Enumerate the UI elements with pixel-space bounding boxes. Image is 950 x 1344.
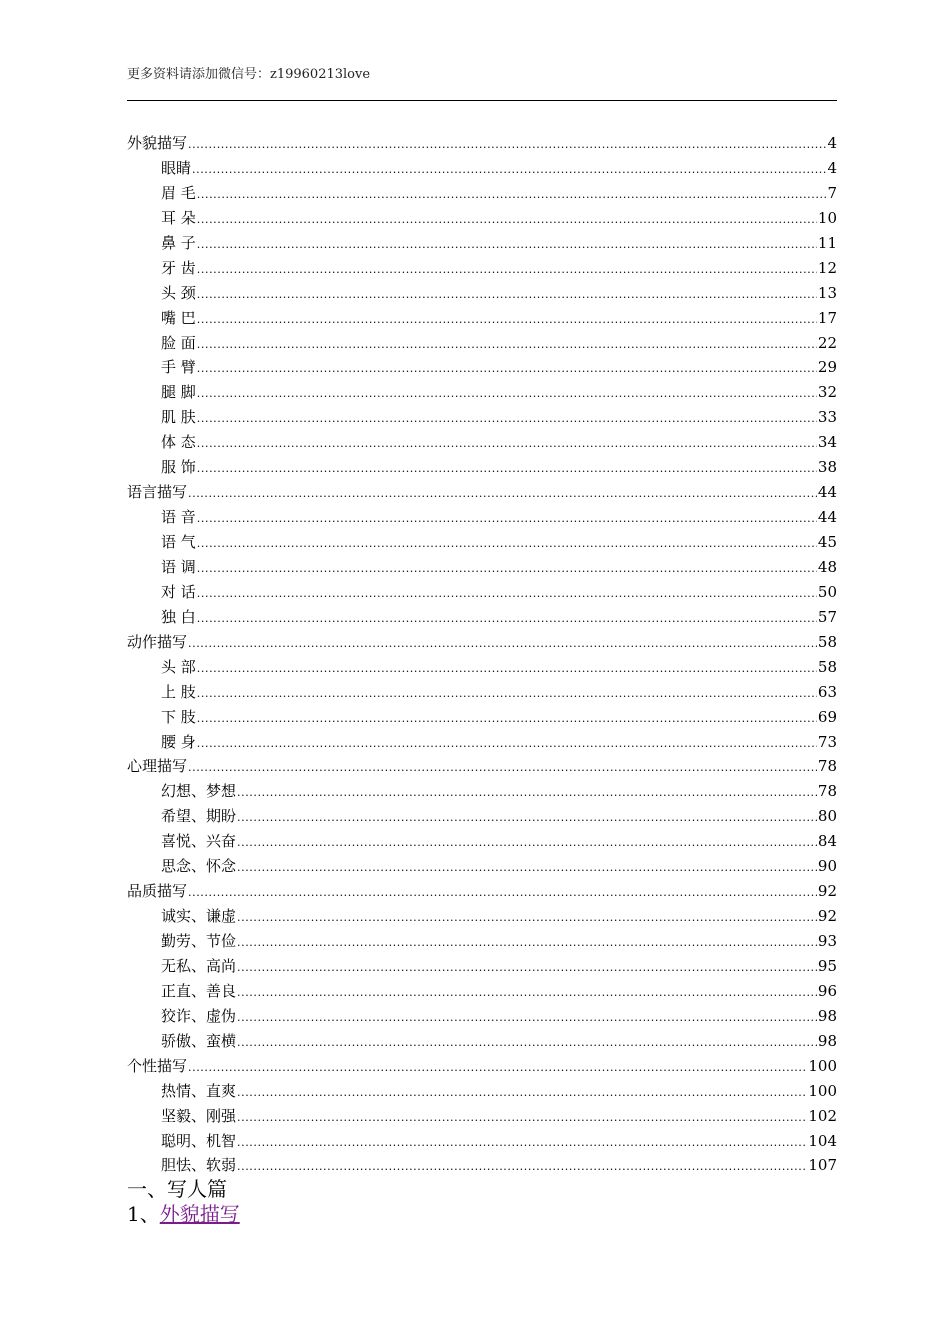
toc-entry-page: 57 bbox=[817, 607, 837, 626]
toc-entry-page: 92 bbox=[817, 907, 837, 926]
toc-entry-page: 90 bbox=[817, 857, 837, 876]
toc-dot-leader bbox=[197, 208, 817, 233]
toc-dot-leader bbox=[197, 258, 817, 283]
toc-dot-leader bbox=[188, 756, 817, 781]
toc-entry[interactable] bbox=[127, 505, 837, 530]
toc-entry-label: 眼睛 bbox=[161, 158, 192, 177]
toc-entry-page: 80 bbox=[817, 807, 837, 826]
toc-entry-page: 33 bbox=[817, 408, 837, 427]
toc-entry-label: 语 气 bbox=[161, 533, 196, 551]
toc-entry-label: 语 音 bbox=[161, 508, 196, 527]
toc-entry[interactable] bbox=[127, 1029, 837, 1054]
toc-entry[interactable] bbox=[127, 1104, 837, 1129]
toc-entry-page: 58 bbox=[817, 657, 837, 676]
toc-dot-leader bbox=[237, 1131, 807, 1156]
toc-entry[interactable] bbox=[127, 181, 837, 206]
toc-entry-label: 心理描写 bbox=[127, 757, 188, 776]
toc-entry-page: 32 bbox=[817, 383, 837, 402]
toc-entry[interactable] bbox=[127, 530, 837, 555]
toc-entry[interactable] bbox=[127, 605, 837, 630]
subsection-link[interactable]: 外貌描写 bbox=[159, 1202, 240, 1226]
section-heading: 一、写人篇 bbox=[127, 1177, 227, 1201]
toc-entry-page: 100 bbox=[808, 1056, 837, 1075]
toc-dot-leader bbox=[197, 607, 817, 632]
header-divider bbox=[127, 100, 837, 101]
toc-dot-leader bbox=[237, 1081, 807, 1106]
toc-dot-leader bbox=[237, 906, 817, 931]
toc-entry-page: 100 bbox=[808, 1081, 837, 1100]
toc-entry[interactable] bbox=[127, 655, 837, 680]
toc-entry-page: 78 bbox=[817, 757, 837, 776]
toc-entry-page: 4 bbox=[827, 158, 837, 177]
toc-dot-leader bbox=[188, 1056, 807, 1081]
toc-entry-page: 98 bbox=[817, 1031, 837, 1050]
toc-entry-label: 喜悦、兴奋 bbox=[161, 832, 237, 851]
toc-entry[interactable] bbox=[127, 754, 837, 779]
toc-entry[interactable] bbox=[127, 281, 837, 306]
toc-entry-page: 17 bbox=[817, 308, 837, 327]
toc-entry-label: 独 白 bbox=[161, 607, 196, 626]
toc-dot-leader bbox=[197, 457, 817, 482]
toc-entry-page: 107 bbox=[808, 1156, 837, 1175]
toc-entry-label: 牙 齿 bbox=[161, 258, 196, 277]
toc-entry-label: 头 颈 bbox=[161, 283, 196, 302]
toc-entry-label: 外貌描写 bbox=[127, 134, 188, 152]
toc-entry[interactable] bbox=[127, 331, 837, 356]
toc-entry-label: 耳 朵 bbox=[161, 208, 196, 227]
toc-entry[interactable] bbox=[127, 455, 837, 480]
toc-entry[interactable] bbox=[127, 879, 837, 904]
toc-entry-page: 58 bbox=[817, 632, 837, 651]
toc-entry-label: 肌 肤 bbox=[161, 408, 196, 427]
toc-entry[interactable] bbox=[127, 1054, 837, 1079]
toc-dot-leader bbox=[237, 831, 817, 856]
toc-entry-label: 语 调 bbox=[161, 557, 196, 576]
toc-entry-page: 38 bbox=[817, 458, 837, 477]
toc-entry[interactable] bbox=[127, 1079, 837, 1104]
toc-entry-label: 诚实、谦虚 bbox=[161, 907, 237, 926]
toc-entry-page: 78 bbox=[817, 782, 837, 801]
toc-entry-label: 无私、高尚 bbox=[161, 956, 237, 975]
toc-entry-page: 98 bbox=[817, 1006, 837, 1025]
toc-entry-page: 92 bbox=[817, 882, 837, 901]
toc-dot-leader bbox=[237, 806, 817, 831]
toc-entry-page: 29 bbox=[817, 358, 837, 377]
toc-entry-label: 下 肢 bbox=[161, 707, 196, 726]
table-of-contents bbox=[127, 131, 837, 1178]
toc-entry[interactable] bbox=[127, 1004, 837, 1029]
toc-dot-leader bbox=[237, 1106, 807, 1131]
toc-entry-label: 脸 面 bbox=[161, 333, 196, 352]
toc-entry-label: 眉 毛 bbox=[161, 183, 196, 202]
toc-dot-leader bbox=[188, 881, 817, 906]
toc-entry[interactable] bbox=[127, 231, 837, 256]
toc-entry[interactable] bbox=[127, 306, 837, 331]
toc-entry[interactable] bbox=[127, 929, 837, 954]
toc-entry[interactable] bbox=[127, 904, 837, 929]
toc-entry-page: 63 bbox=[817, 682, 837, 701]
toc-entry-label: 手 臂 bbox=[161, 358, 196, 377]
subsection-number: 1、 bbox=[127, 1202, 160, 1226]
toc-dot-leader bbox=[237, 781, 817, 806]
toc-dot-leader bbox=[197, 333, 817, 358]
toc-dot-leader bbox=[197, 682, 817, 707]
toc-entry-label: 坚毅、刚强 bbox=[161, 1106, 237, 1125]
toc-entry[interactable] bbox=[127, 206, 837, 231]
toc-entry[interactable] bbox=[127, 829, 837, 854]
toc-entry-label: 鼻 子 bbox=[161, 233, 196, 252]
toc-entry-label: 幻想、梦想 bbox=[161, 782, 237, 801]
toc-dot-leader bbox=[237, 1155, 807, 1180]
toc-entry-page: 50 bbox=[817, 582, 837, 601]
toc-entry[interactable] bbox=[127, 705, 837, 730]
toc-dot-leader bbox=[197, 183, 827, 208]
toc-entry[interactable] bbox=[127, 804, 837, 829]
toc-entry-label: 希望、期盼 bbox=[161, 807, 237, 826]
toc-entry-label: 体 态 bbox=[161, 433, 196, 452]
toc-entry[interactable] bbox=[127, 380, 837, 405]
toc-entry[interactable] bbox=[127, 979, 837, 1004]
subsection-heading bbox=[127, 1200, 240, 1228]
toc-entry-page: 22 bbox=[817, 333, 837, 352]
toc-dot-leader bbox=[197, 233, 817, 258]
toc-entry-label: 动作描写 bbox=[127, 632, 188, 651]
toc-dot-leader bbox=[197, 357, 817, 382]
toc-entry-page: 69 bbox=[817, 707, 837, 726]
toc-dot-leader bbox=[197, 707, 817, 732]
toc-entry-page: 48 bbox=[817, 557, 837, 576]
toc-entry-page: 84 bbox=[817, 832, 837, 851]
toc-entry-label: 狡诈、虚伪 bbox=[161, 1006, 237, 1025]
toc-entry-label: 正直、善良 bbox=[161, 981, 237, 1000]
toc-entry-label: 骄傲、蛮横 bbox=[161, 1031, 237, 1050]
toc-entry[interactable] bbox=[127, 779, 837, 804]
toc-entry-label: 聪明、机智 bbox=[161, 1131, 237, 1150]
toc-entry[interactable] bbox=[127, 131, 837, 156]
toc-entry-page: 44 bbox=[817, 483, 837, 502]
toc-dot-leader bbox=[197, 308, 817, 333]
toc-dot-leader bbox=[192, 158, 826, 183]
toc-dot-leader bbox=[197, 582, 817, 607]
toc-entry-label: 思念、怀念 bbox=[161, 857, 237, 876]
toc-entry-label: 个性描写 bbox=[127, 1056, 188, 1075]
toc-entry-label: 腰 身 bbox=[161, 732, 196, 751]
toc-dot-leader bbox=[188, 133, 826, 158]
toc-entry-page: 7 bbox=[827, 183, 837, 202]
toc-entry-label: 服 饰 bbox=[161, 458, 196, 477]
toc-dot-leader bbox=[237, 956, 817, 981]
toc-entry-page: 104 bbox=[808, 1131, 837, 1150]
toc-dot-leader bbox=[237, 981, 817, 1006]
toc-entry[interactable] bbox=[127, 256, 837, 281]
toc-entry[interactable] bbox=[127, 156, 837, 181]
toc-entry[interactable] bbox=[127, 630, 837, 655]
toc-dot-leader bbox=[237, 1031, 817, 1056]
toc-dot-leader bbox=[237, 856, 817, 881]
toc-dot-leader bbox=[197, 532, 817, 557]
toc-entry[interactable] bbox=[127, 730, 837, 755]
toc-entry-page: 34 bbox=[817, 433, 837, 452]
toc-entry[interactable] bbox=[127, 954, 837, 979]
toc-dot-leader bbox=[197, 407, 817, 432]
toc-entry[interactable] bbox=[127, 580, 837, 605]
toc-entry-page: 11 bbox=[817, 233, 837, 252]
toc-entry-page: 96 bbox=[817, 981, 837, 1000]
toc-entry-label: 热情、直爽 bbox=[161, 1081, 237, 1100]
toc-entry-page: 13 bbox=[817, 283, 837, 302]
toc-entry[interactable] bbox=[127, 854, 837, 879]
toc-entry-page: 4 bbox=[827, 134, 837, 152]
toc-entry-label: 胆怯、软弱 bbox=[161, 1156, 237, 1175]
toc-entry-page: 95 bbox=[817, 956, 837, 975]
toc-entry[interactable] bbox=[127, 355, 837, 380]
toc-dot-leader bbox=[237, 931, 817, 956]
toc-entry-label: 头 部 bbox=[161, 657, 196, 676]
toc-dot-leader bbox=[197, 432, 817, 457]
toc-dot-leader bbox=[197, 657, 817, 682]
toc-entry-page: 44 bbox=[817, 508, 837, 527]
toc-entry-label: 嘴 巴 bbox=[161, 308, 196, 327]
toc-dot-leader bbox=[188, 632, 817, 657]
toc-entry-label: 腿 脚 bbox=[161, 383, 196, 402]
toc-entry-page: 102 bbox=[808, 1106, 837, 1125]
toc-entry-page: 10 bbox=[817, 208, 837, 227]
toc-entry-page: 93 bbox=[817, 932, 837, 950]
toc-entry-page: 12 bbox=[817, 258, 837, 277]
toc-dot-leader bbox=[237, 1006, 817, 1031]
toc-entry[interactable] bbox=[127, 1153, 837, 1178]
toc-entry-label: 勤劳、节俭 bbox=[161, 932, 237, 950]
toc-entry[interactable] bbox=[127, 1129, 837, 1154]
toc-dot-leader bbox=[197, 382, 817, 407]
toc-dot-leader bbox=[197, 507, 817, 532]
toc-entry-label: 品质描写 bbox=[127, 882, 188, 901]
toc-entry[interactable] bbox=[127, 555, 837, 580]
toc-entry-label: 语言描写 bbox=[127, 483, 188, 502]
toc-dot-leader bbox=[197, 283, 817, 308]
toc-entry[interactable] bbox=[127, 405, 837, 430]
toc-entry-page: 45 bbox=[817, 533, 837, 551]
toc-entry-label: 对 话 bbox=[161, 582, 196, 601]
toc-entry[interactable] bbox=[127, 480, 837, 505]
toc-entry-page: 73 bbox=[817, 732, 837, 751]
toc-dot-leader bbox=[197, 557, 817, 582]
toc-entry[interactable] bbox=[127, 430, 837, 455]
toc-dot-leader bbox=[188, 482, 817, 507]
toc-entry-label: 上 肢 bbox=[161, 682, 196, 701]
page-header: 更多资料请添加微信号：z19960213love bbox=[127, 67, 371, 82]
toc-entry[interactable] bbox=[127, 680, 837, 705]
toc-dot-leader bbox=[197, 732, 817, 757]
